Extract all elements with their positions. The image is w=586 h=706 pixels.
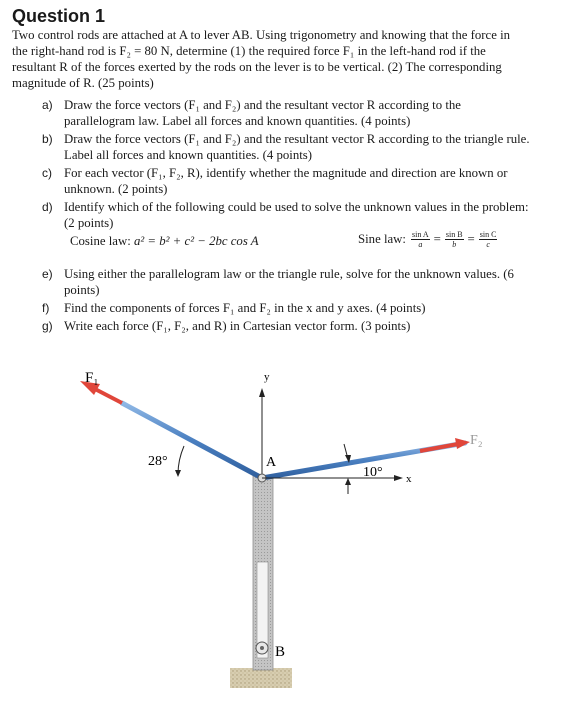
intro-line: magnitude of R. (25 points) bbox=[12, 76, 154, 90]
fraction-denominator: c bbox=[486, 240, 490, 249]
cosine-law-label: Cosine law: bbox=[70, 234, 134, 248]
label-a: A bbox=[266, 455, 277, 470]
part-label: f) bbox=[42, 301, 50, 315]
cosine-law-formula: a² = b² + c² − 2bc cos A bbox=[133, 234, 259, 248]
intro-line: resultant R of the forces exerted by the rods on the lever is to be vertical. (2) The corresponding bbox=[12, 60, 502, 74]
equals-sign: = bbox=[467, 232, 475, 246]
part-d bbox=[42, 199, 577, 231]
sine-law-label: Sine law: bbox=[358, 232, 406, 246]
part-text: Label all forces and known quantities. (4 points) bbox=[64, 148, 313, 162]
part-e bbox=[42, 266, 577, 298]
part-text: points) bbox=[64, 283, 100, 297]
part-a bbox=[42, 97, 577, 129]
part-text: parallelogram law. Label all forces and known quantities. (4 points) bbox=[64, 114, 411, 128]
part-text: Write each force (F₁, F₂, and R) in Cartesian vector form. (3 points) bbox=[64, 319, 411, 333]
y-axis-label: y bbox=[264, 371, 270, 383]
sine-fraction bbox=[411, 230, 430, 249]
left-rod bbox=[122, 403, 262, 478]
part-b bbox=[42, 131, 577, 163]
sine-fraction bbox=[445, 230, 464, 249]
parts-list-2 bbox=[42, 266, 577, 336]
part-f bbox=[42, 300, 577, 316]
angle-10-tick-bottom-arrowhead bbox=[345, 478, 351, 485]
f2-arrowhead bbox=[455, 438, 470, 449]
part-text: Identify which of the following could be used to solve the unknown values in the problem: bbox=[64, 200, 529, 214]
part-label: c) bbox=[42, 166, 52, 180]
f1-label: F₁ bbox=[85, 370, 99, 386]
angle-arc-28 bbox=[178, 446, 184, 474]
angle-10-label: 10° bbox=[363, 465, 383, 480]
part-label: d) bbox=[42, 200, 53, 214]
part-text: (2 points) bbox=[64, 216, 114, 230]
part-text: unknown. (2 points) bbox=[64, 182, 168, 196]
cosine-law bbox=[70, 234, 259, 249]
x-axis-label: x bbox=[406, 473, 412, 485]
fraction-denominator: b bbox=[452, 240, 457, 249]
x-axis-arrowhead bbox=[394, 475, 403, 481]
intro-line: the right-hand rod is F₂ = 80 N, determine (1) the required force F₁ in the left-hand rod if the bbox=[12, 44, 486, 58]
part-text: Draw the force vectors (F₁ and F₂) and the resultant vector R according to the triangle rule. bbox=[64, 132, 530, 146]
label-b: B bbox=[275, 644, 286, 660]
pin-b-center bbox=[260, 646, 264, 650]
fraction-denominator: a bbox=[418, 240, 423, 249]
angle-arc-28-arrowhead bbox=[175, 470, 181, 477]
part-label: e) bbox=[42, 267, 53, 281]
part-c bbox=[42, 165, 577, 197]
intro-line: Two control rods are attached at A to lever AB. Using trigonometry and knowing that the force in bbox=[12, 28, 511, 42]
f2-label: F₂ bbox=[470, 433, 483, 448]
part-label: g) bbox=[42, 319, 53, 333]
fraction-numerator: sin C bbox=[479, 230, 497, 239]
part-text: For each vector (F₁, F₂, R), identify whether the magnitude and direction are known or bbox=[64, 166, 508, 180]
fraction-numerator: sin A bbox=[411, 230, 429, 239]
parts-list-1 bbox=[42, 97, 577, 233]
part-text: Draw the force vectors (F₁ and F₂) and the resultant vector R according to the bbox=[64, 98, 461, 112]
f1-arrow bbox=[95, 389, 122, 403]
equals-sign: = bbox=[433, 232, 441, 246]
part-g bbox=[42, 318, 577, 334]
angle-28-label: 28° bbox=[148, 454, 168, 469]
question-title: Question 1 bbox=[12, 6, 106, 26]
part-text: Find the components of forces F₁ and F₂ in the x and y axes. (4 points) bbox=[64, 301, 426, 315]
ground-block bbox=[230, 668, 292, 688]
part-text: Using either the parallelogram law or the triangle rule, solve for the unknown values. (6 bbox=[64, 267, 514, 281]
part-label: b) bbox=[42, 132, 53, 146]
sine-law bbox=[358, 230, 499, 249]
fraction-numerator: sin B bbox=[445, 230, 463, 239]
sine-fraction bbox=[479, 230, 498, 249]
part-label: a) bbox=[42, 98, 53, 112]
question-intro bbox=[12, 27, 574, 91]
lever-figure bbox=[0, 366, 586, 706]
y-axis-arrowhead bbox=[259, 388, 265, 397]
